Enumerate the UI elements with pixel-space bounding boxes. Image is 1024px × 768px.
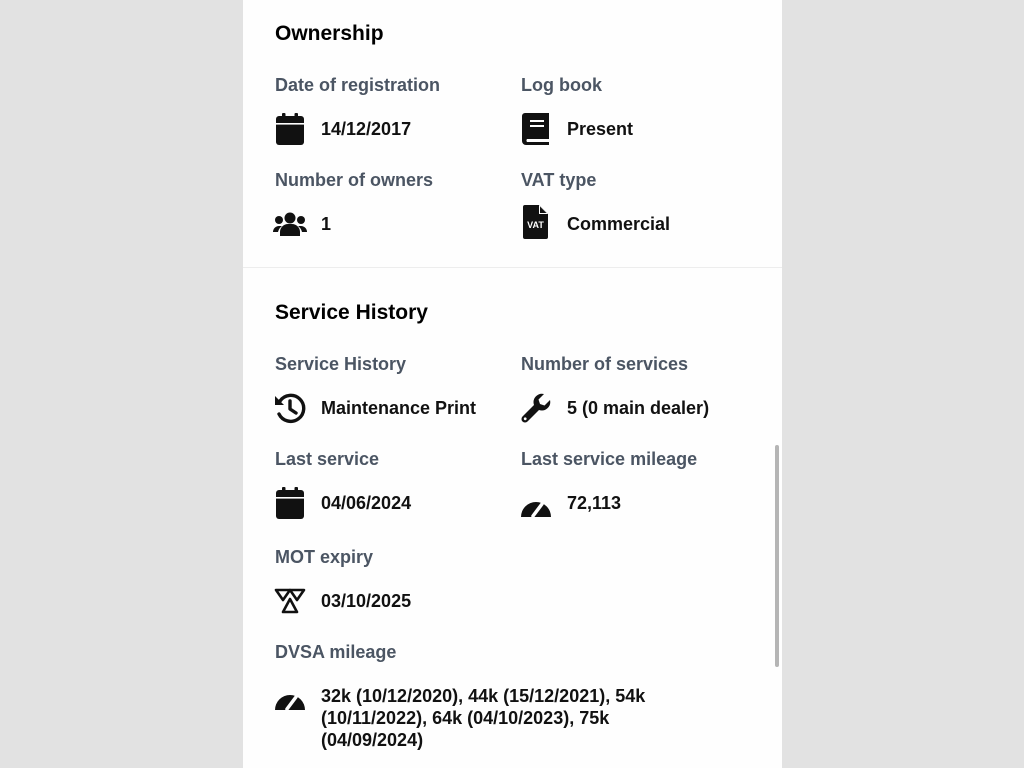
- last-service-value: 04/06/2024: [321, 493, 412, 513]
- last-service-mileage-value: 72,113: [567, 493, 622, 513]
- ownership-title: Ownership: [275, 22, 384, 45]
- section-divider: [243, 267, 782, 268]
- log-book-value: Present: [567, 119, 634, 139]
- last-service-label: Last service: [275, 449, 380, 469]
- mot-expiry-label: MOT expiry: [275, 547, 374, 567]
- number-of-owners-value: 1: [321, 214, 332, 234]
- svg-text:VAT: VAT: [527, 220, 544, 230]
- book-icon: [519, 112, 553, 146]
- vat-document-icon: [519, 205, 553, 239]
- scrollbar[interactable]: [775, 445, 779, 667]
- vat-type-label: VAT type: [521, 170, 597, 190]
- number-of-services-value: 5 (0 main dealer): [567, 398, 710, 418]
- service-history-title: Service History: [275, 301, 428, 324]
- vat-type-value: Commercial: [567, 214, 671, 234]
- date-of-registration-label: Date of registration: [275, 75, 441, 95]
- vehicle-details-panel: [243, 0, 782, 768]
- number-of-owners-label: Number of owners: [275, 170, 434, 190]
- last-service-mileage-label: Last service mileage: [521, 449, 698, 469]
- gauge-icon: [519, 488, 553, 522]
- log-book-label: Log book: [521, 75, 602, 95]
- service-history-value: Maintenance Print: [321, 398, 477, 418]
- dvsa-mileage-label: DVSA mileage: [275, 642, 397, 662]
- mot-triangles-icon: [273, 584, 307, 618]
- history-icon: [273, 391, 307, 425]
- date-of-registration-value: 14/12/2017: [321, 119, 412, 139]
- service-history-label: Service History: [275, 354, 407, 374]
- gauge-icon: [273, 681, 307, 715]
- calendar-icon: [273, 112, 307, 146]
- users-icon: [273, 207, 307, 241]
- number-of-services-label: Number of services: [521, 354, 689, 374]
- mot-expiry-value: 03/10/2025: [321, 591, 412, 611]
- dvsa-mileage-value: 32k (10/12/2020), 44k (15/12/2021), 54k (10/11/2022), 64k (04/10/2023), 75k (04/09/2024): [321, 686, 646, 750]
- calendar-icon: [273, 486, 307, 520]
- wrench-icon: [519, 391, 553, 425]
